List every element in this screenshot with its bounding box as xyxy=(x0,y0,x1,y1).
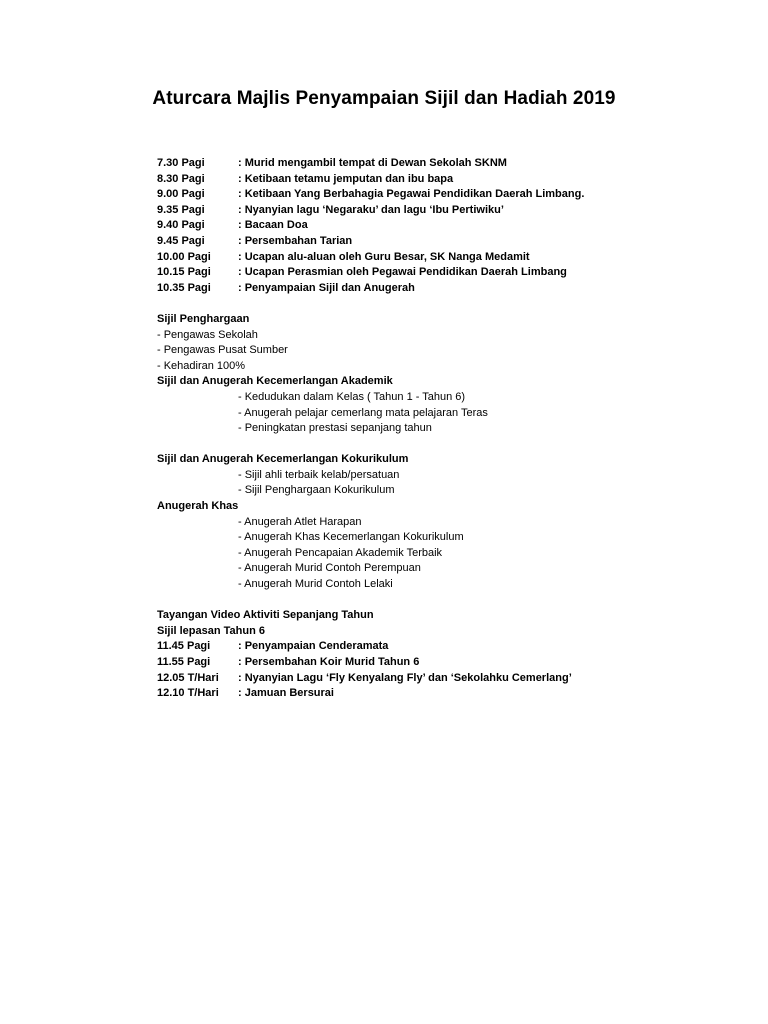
section-heading: Sijil Penghargaan xyxy=(157,312,250,325)
schedule-time: 9.40 Pagi xyxy=(157,219,205,232)
program-body xyxy=(157,156,717,702)
list-item: - Anugerah Khas Kecemerlangan Kokurikulum xyxy=(238,531,464,544)
schedule-desc: : Ketibaan tetamu jemputan dan ibu bapa xyxy=(238,172,454,185)
anugerah-khas-section xyxy=(157,499,717,593)
spacer xyxy=(157,437,717,453)
list-item: - Sijil Penghargaan Kokurikulum xyxy=(238,484,395,497)
schedule-row xyxy=(157,234,717,250)
section-heading: Anugerah Khas xyxy=(157,500,239,513)
schedule-desc: : Penyampaian Cenderamata xyxy=(238,640,389,653)
sijil-lepasan-heading: Sijil lepasan Tahun 6 xyxy=(157,624,265,637)
schedule-desc: : Persembahan Tarian xyxy=(238,234,353,247)
kokurikulum-section xyxy=(157,452,717,499)
list-item: - Kehadiran 100% xyxy=(157,359,246,372)
list-item: - Pengawas Pusat Sumber xyxy=(157,344,288,357)
schedule-row xyxy=(157,281,717,297)
section-heading: Sijil dan Anugerah Kecemerlangan Kokurikulum xyxy=(157,453,409,466)
schedule-row xyxy=(157,218,717,234)
akademik-section xyxy=(157,374,717,436)
schedule-row xyxy=(157,250,717,266)
spacer xyxy=(157,593,717,609)
section-heading: Sijil dan Anugerah Kecemerlangan Akademik xyxy=(157,375,393,388)
spacer xyxy=(157,296,717,312)
tayangan-heading: Tayangan Video Aktiviti Sepanjang Tahun xyxy=(157,609,374,622)
morning-schedule xyxy=(157,156,717,296)
schedule-desc: : Murid mengambil tempat di Dewan Sekolah SKNM xyxy=(238,157,507,169)
schedule-time: 9.00 Pagi xyxy=(157,188,205,201)
schedule-desc: : Jamuan Bersurai xyxy=(238,687,334,700)
schedule-time: 7.30 Pagi xyxy=(157,157,205,169)
schedule-desc: : Penyampaian Sijil dan Anugerah xyxy=(238,281,415,294)
list-item: - Pengawas Sekolah xyxy=(157,328,258,341)
list-item: - Kedudukan dalam Kelas ( Tahun 1 - Tahun 6) xyxy=(238,390,466,403)
schedule-time: 9.35 Pagi xyxy=(157,203,205,216)
schedule-desc: : Persembahan Koir Murid Tahun 6 xyxy=(238,656,420,668)
schedule-time: 8.30 Pagi xyxy=(157,172,205,185)
schedule-time: 12.10 T/Hari xyxy=(157,687,219,700)
schedule-row xyxy=(157,686,717,702)
schedule-time: 12.05 T/Hari xyxy=(157,671,219,684)
schedule-row xyxy=(157,265,717,281)
schedule-time: 10.15 Pagi xyxy=(157,266,211,279)
schedule-time: 10.35 Pagi xyxy=(157,281,211,294)
sijil-penghargaan-section xyxy=(157,312,717,374)
list-item: - Anugerah pelajar cemerlang mata pelajaran Teras xyxy=(238,406,488,419)
page-title: Aturcara Majlis Penyampaian Sijil dan Hadiah 2019 xyxy=(152,88,616,109)
schedule-desc: : Nyanyian lagu ‘Negaraku’ dan lagu ‘Ibu Pertiwiku’ xyxy=(238,203,504,216)
schedule-desc: : Ucapan alu-aluan oleh Guru Besar, SK Nanga Medamit xyxy=(238,250,530,263)
list-item: - Anugerah Murid Contoh Perempuan xyxy=(238,562,421,575)
list-item: - Anugerah Murid Contoh Lelaki xyxy=(238,578,393,591)
schedule-row xyxy=(157,156,717,172)
schedule-row xyxy=(157,671,717,687)
schedule-row xyxy=(157,172,717,188)
closing-section xyxy=(157,608,717,702)
schedule-desc: : Ucapan Perasmian oleh Pegawai Pendidikan Daerah Limbang xyxy=(238,266,567,279)
schedule-row xyxy=(157,203,717,219)
schedule-time: 11.55 Pagi xyxy=(157,656,211,668)
schedule-row xyxy=(157,187,717,203)
list-item: - Peningkatan prestasi sepanjang tahun xyxy=(238,422,432,435)
list-item: - Anugerah Atlet Harapan xyxy=(238,515,362,528)
schedule-row xyxy=(157,655,717,671)
schedule-time: 10.00 Pagi xyxy=(157,250,211,263)
schedule-desc: : Bacaan Doa xyxy=(238,219,308,232)
schedule-desc: : Ketibaan Yang Berbahagia Pegawai Pendidikan Daerah Limbang. xyxy=(238,188,585,201)
schedule-desc: : Nyanyian Lagu ‘Fly Kenyalang Fly’ dan ‘Sekolahku Cemerlang’ xyxy=(238,671,572,684)
schedule-row xyxy=(157,639,717,655)
schedule-time: 9.45 Pagi xyxy=(157,234,205,247)
list-item: - Sijil ahli terbaik kelab/persatuan xyxy=(238,468,400,481)
schedule-time: 11.45 Pagi xyxy=(157,640,211,653)
list-item: - Anugerah Pencapaian Akademik Terbaik xyxy=(238,546,443,559)
